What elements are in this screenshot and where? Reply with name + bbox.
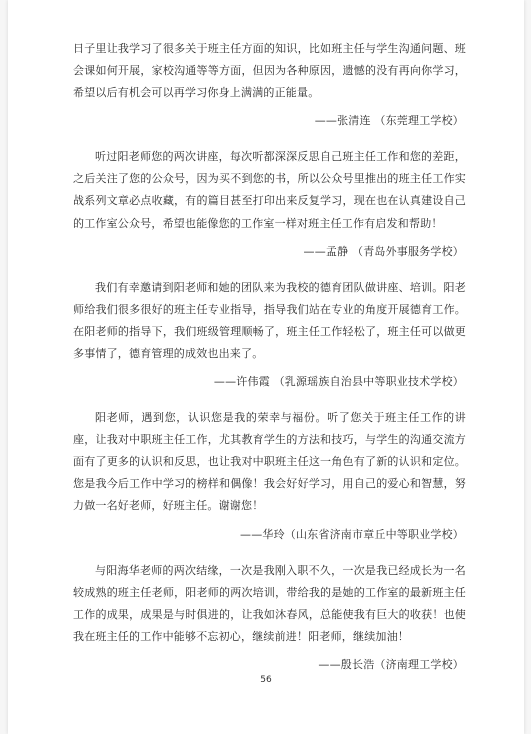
document-page <box>8 0 524 734</box>
testimonial-text: 日子里让我学习了很多关于班主任方面的知识，比如班主任与学生沟通问题、班会课如何开展，家校沟通等等方面，但因为各种原因，遗憾的没有再向你学习，希望以后有机会可以再学习你身上满满的正能量。 <box>73 42 466 100</box>
testimonial-signature: ——孟静 （青岛外事服务学校） <box>303 244 464 258</box>
testimonial-signature: ——华玲（山东省济南市章丘中等职业学校） <box>240 527 464 541</box>
testimonial-text: 阳老师，遇到您，认识您是我的荣幸与福份。听了您关于班主任工作的讲座，让我对中职班主任工作，尤其教育学生的方法和技巧，与学生的沟通交流方面有了更多的认识和反思，也让我对中职班主任这一角色有了新的认识和定位。您是我今后工作中学习的榜样和偶像！我会好好学习，用自己的爱心和智慧，努力做一名好老师，好班主任。谢谢您！ <box>73 411 466 513</box>
testimonial-signature: ——殷长浩（济南理工学校） <box>318 657 464 671</box>
testimonial-text: 与阳海华老师的两次结缘，一次是我刚入职不久，一次是我已经成长为一名较成熟的班主任老师，阳老师的两次培训，带给我的是她的工作室的最新班主任工作的成果，成果是与时俱进的，让我如沐春风，总能使我有巨大的收获！也使我在班主任的工作中能够不忘初心，继续前进！阳老师，继续加油！ <box>73 563 466 643</box>
testimonial-text: 我们有幸邀请到阳老师和她的团队来为我校的德育团队做讲座、培训。阳老师给我们很多很好的班主任专业指导，指导我们站在专业的角度开展德育工作。在阳老师的指导下，我们班级管理顺畅了，班主任工作轻松了，班主任可以做更多事情了，德育管理的成效也出来了。 <box>73 280 466 360</box>
testimonial-text: 听过阳老师您的两次讲座，每次听都深深反思自己班主任工作和您的差距，之后关注了您的公众号，因为买不到您的书，所以公众号里推出的班主任工作实战系列文章必点收藏，有的篇目甚至打印出来反复学习，现在也在认真建设自己的工作室公众号，希望也能像您的工作室一样对班主任工作有启发和帮助！ <box>73 150 466 230</box>
testimonial-signature: ——张清连 （东莞理工学校） <box>314 114 464 128</box>
page-content <box>73 38 466 690</box>
page-number: 56 <box>260 675 272 685</box>
testimonial-signature: ——许伟霞 （乳源瑶族自治县中等职业技术学校） <box>213 375 464 389</box>
